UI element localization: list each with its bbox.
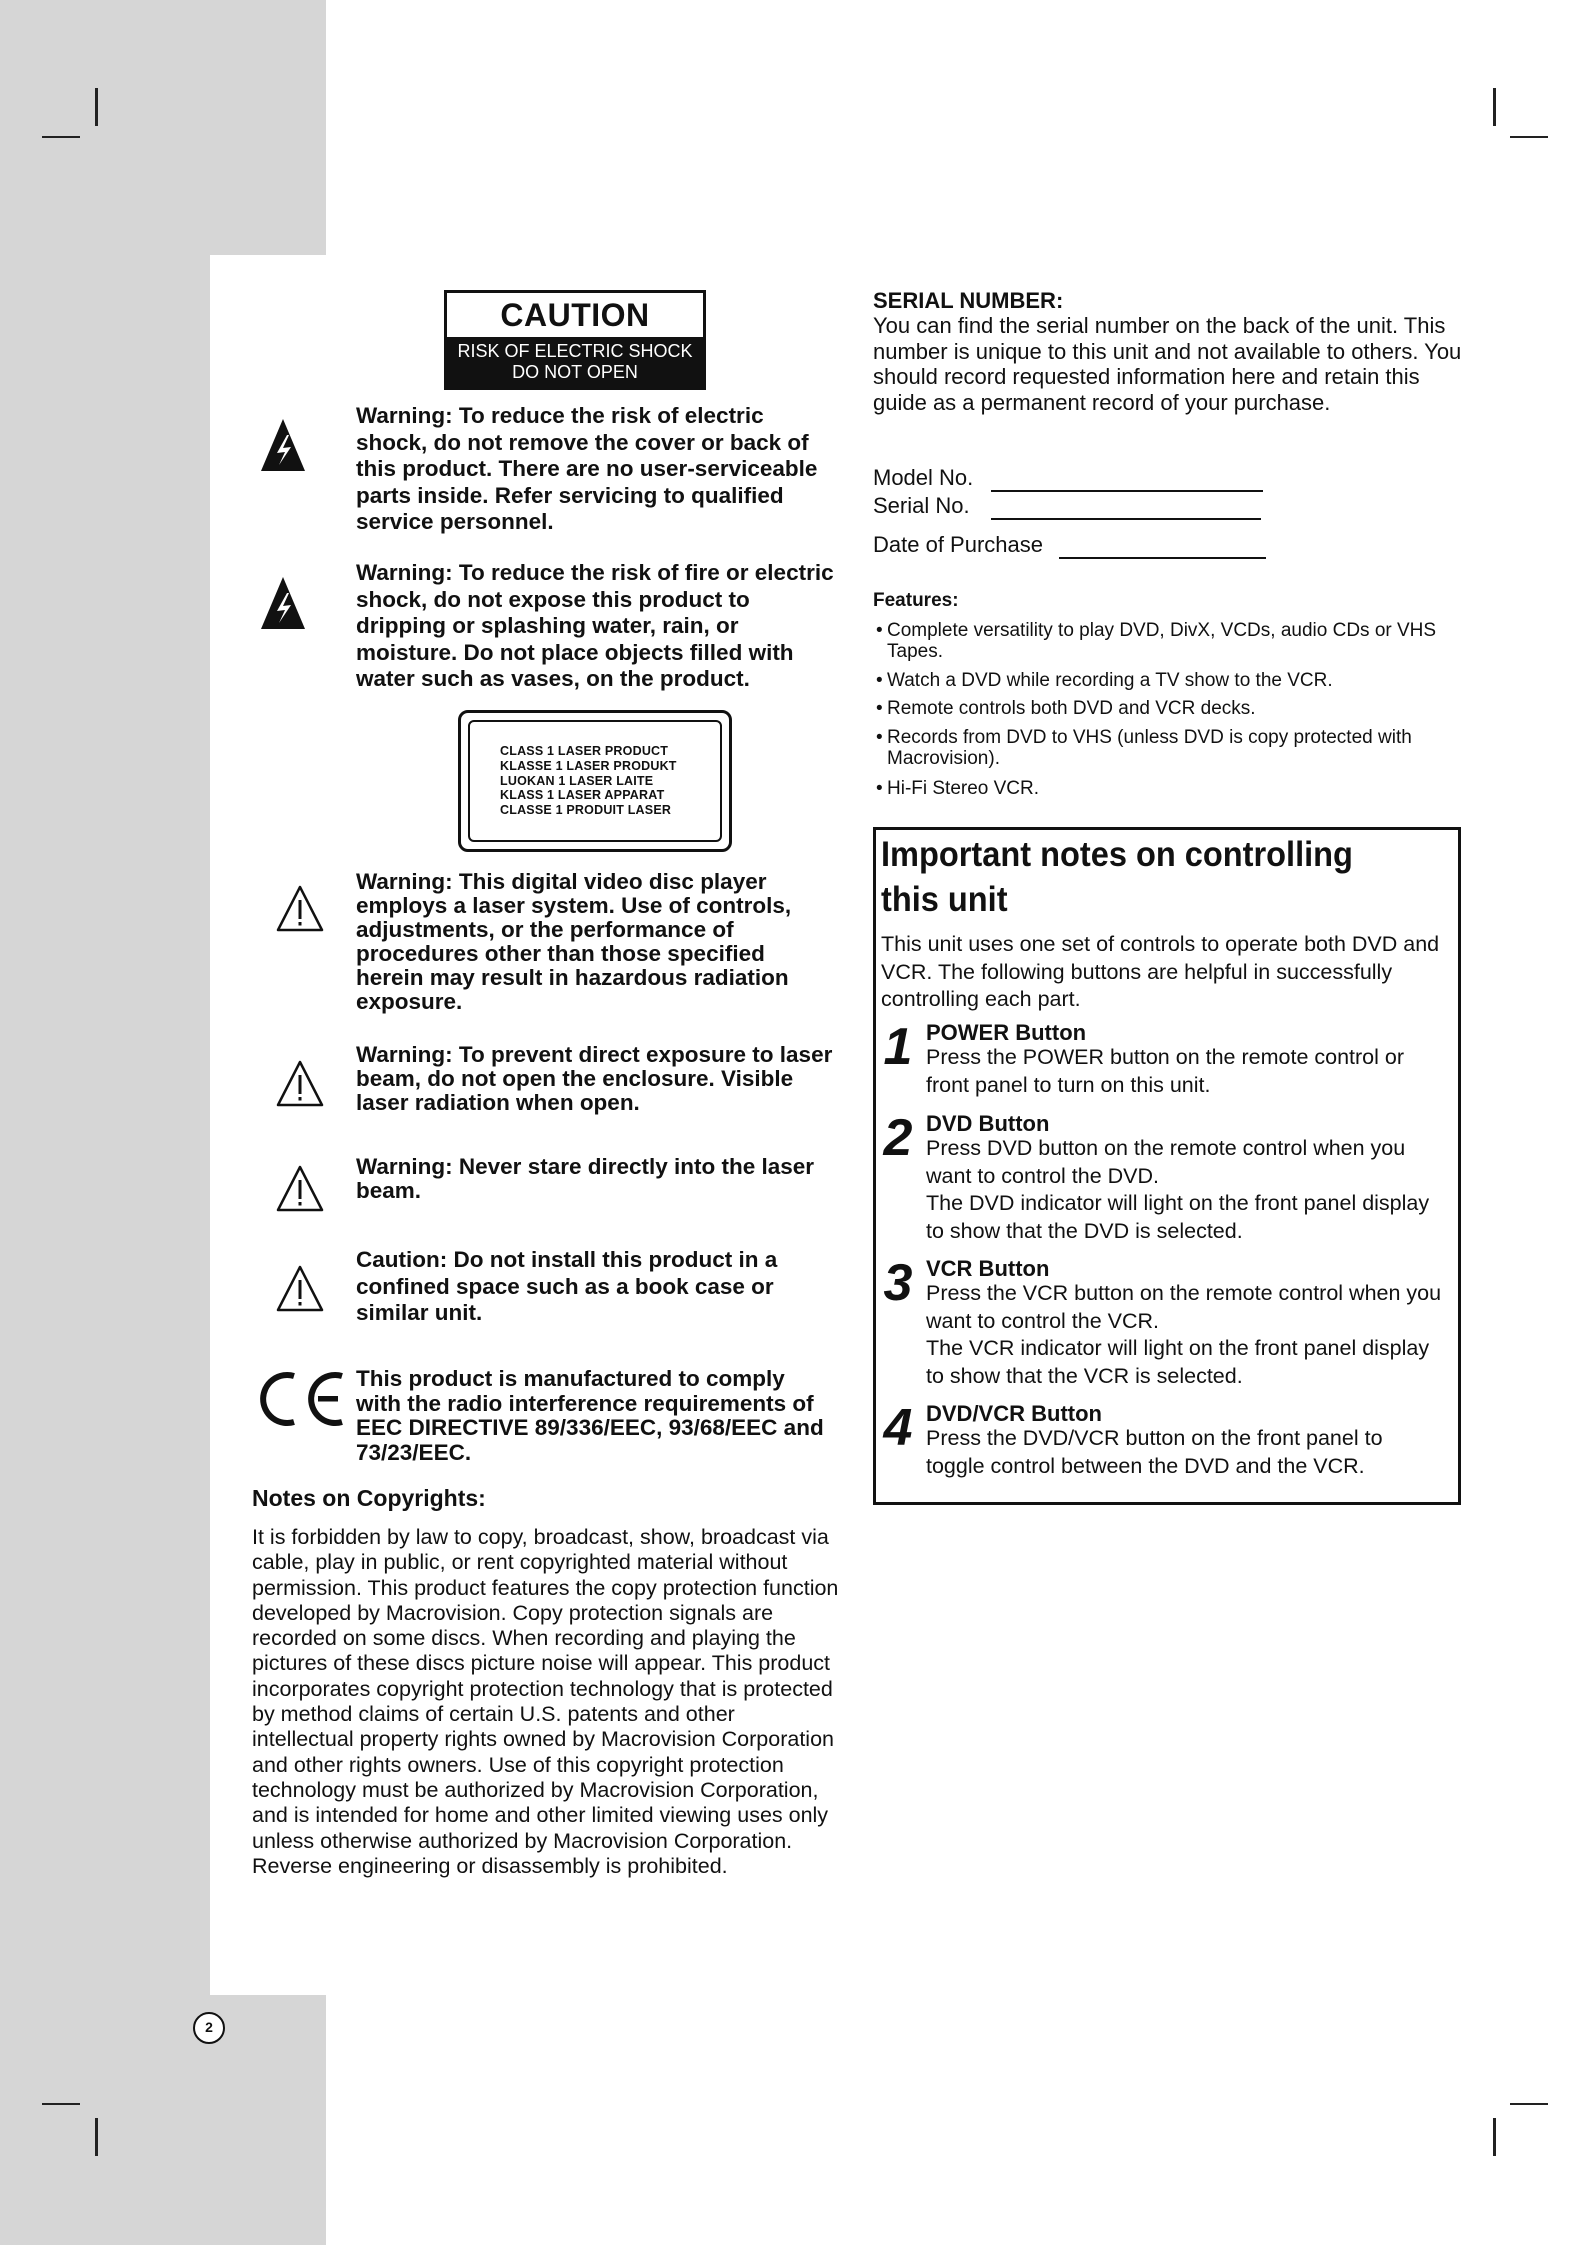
crop-mark xyxy=(42,2103,80,2105)
step-number: 2 xyxy=(883,1109,913,1159)
crop-mark xyxy=(1510,136,1548,138)
step-number: 1 xyxy=(883,1018,913,1068)
laser-class-label xyxy=(458,710,732,852)
page-number: 2 xyxy=(193,2012,225,2044)
caution-line-1: RISK OF ELECTRIC SHOCK xyxy=(457,341,693,361)
step-body: The DVD indicator will light on the front panel display to show that the DVD is selected. xyxy=(926,1191,1430,1243)
margin-background-bottom xyxy=(0,1995,326,2245)
feature-text: Remote controls both DVD and VCR decks. xyxy=(887,698,1256,719)
feature-text: Complete versatility to play DVD, DivX, VCDs, audio CDs or VHS Tapes. xyxy=(887,620,1437,662)
crop-mark xyxy=(1493,2118,1496,2156)
laser-class-label-inner xyxy=(468,720,722,842)
copyright-body: It is forbidden by law to copy, broadcast, show, broadcast via cable, play in public, or rent copyrighted material without permission. This product features the copy protection function developed by Macrovision. Copy protection signals are recorded on some discs. When recording and playing the pictures of these discs picture noise will appear. This product incorporates copyright protection technology that is protected by method claims of certain U.S. patents and other intellectual property rights owned by Macrovision Corporation and other rights owners. Use of this copyright protection technology must be authorized by Macrovision Corporation, and is intended for home and other limited viewing uses only unless otherwise authorized by Macrovision Corporation. Reverse engineering or disassembly is prohibited. xyxy=(252,1525,839,1878)
copyright-heading: Notes on Copyrights: xyxy=(252,1485,486,1511)
step-title: POWER Button xyxy=(926,1020,1087,1045)
serial-no-label: Serial No. xyxy=(873,493,970,518)
feature-bullet: • xyxy=(876,698,883,719)
warning-triangle-icon xyxy=(276,1060,324,1108)
step-body: Press the VCR button on the remote control when you want to control the VCR. xyxy=(926,1281,1442,1333)
important-notes-box xyxy=(873,827,1461,1505)
step-number-icon xyxy=(882,1018,914,1068)
laser-label-line: KLASS 1 LASER APPARAT xyxy=(500,788,665,803)
caution-label xyxy=(444,290,706,390)
warning-stare-laser: Warning: Never stare directly into the laser beam. xyxy=(356,1154,815,1203)
step-number-icon xyxy=(882,1109,914,1159)
serial-number-heading: SERIAL NUMBER: xyxy=(873,288,1064,313)
caution-title: CAUTION xyxy=(500,297,650,333)
caution-line-2: DO NOT OPEN xyxy=(512,362,638,382)
ce-mark-icon xyxy=(256,1368,346,1428)
features-heading: Features: xyxy=(873,590,959,611)
step-title: DVD Button xyxy=(926,1111,1050,1136)
crop-mark xyxy=(1493,88,1496,126)
feature-text: Watch a DVD while recording a TV show to the VCR. xyxy=(887,670,1333,691)
feature-item xyxy=(873,698,1463,719)
step-title: DVD/VCR Button xyxy=(926,1401,1102,1426)
step-body: Press DVD button on the remote control when you want to control the DVD. xyxy=(926,1136,1406,1188)
model-no-label: Model No. xyxy=(873,465,974,490)
ce-compliance: This product is manufactured to comply with the radio interference requirements of EEC DIRECTIVE 89/336/EEC, 93/68/EEC and 73/23/EEC. xyxy=(356,1366,824,1465)
laser-label-line: CLASSE 1 PRODUIT LASER xyxy=(500,803,672,818)
feature-text: Hi-Fi Stereo VCR. xyxy=(887,778,1040,799)
step-number: 4 xyxy=(883,1399,913,1449)
caution-install: Caution: Do not install this product in a confined space such as a book case or similar unit. xyxy=(356,1247,778,1325)
crop-mark xyxy=(42,136,80,138)
crop-mark xyxy=(95,2118,98,2156)
feature-item xyxy=(873,620,1463,662)
crop-mark xyxy=(1510,2103,1548,2105)
laser-label-line: CLASS 1 LASER PRODUCT xyxy=(500,744,669,758)
step-body: The VCR indicator will light on the front panel display to show that the VCR is selected. xyxy=(926,1336,1430,1388)
electric-shock-icon xyxy=(260,417,306,473)
feature-bullet: • xyxy=(876,727,883,748)
step-body: Press the DVD/VCR button on the front panel to toggle control between the DVD and the VCR. xyxy=(926,1426,1383,1478)
step-number-icon xyxy=(882,1399,914,1449)
feature-bullet: • xyxy=(876,620,883,641)
margin-background-top xyxy=(0,0,326,255)
serial-number-body: You can find the serial number on the back of the unit. This number is unique to this unit and not available to others. You should record requested information here and retain this guide as a permanent record of your purchase. xyxy=(873,313,1462,415)
feature-item xyxy=(873,727,1463,769)
warning-triangle-icon xyxy=(276,1265,324,1313)
warning-fire-moisture: Warning: To reduce the risk of fire or electric shock, do not expose this product to dripping or splashing water, rain, or moisture. Do not place objects filled with water such as vases, on the product. xyxy=(356,560,834,691)
date-of-purchase-line xyxy=(1059,557,1266,559)
important-notes-title: Important notes on controlling this unit xyxy=(881,835,1353,919)
feature-text: Records from DVD to VHS (unless DVD is copy protected with Macrovision). xyxy=(887,727,1412,769)
electric-shock-icon xyxy=(260,575,306,631)
date-of-purchase-label: Date of Purchase xyxy=(873,532,1043,557)
laser-label-line: KLASSE 1 LASER PRODUKT xyxy=(500,758,677,773)
crop-mark xyxy=(95,88,98,126)
warning-electric-shock: Warning: To reduce the risk of electric shock, do not remove the cover or back of this product. There are no user-serviceable parts inside. Refer servicing to qualified service personnel. xyxy=(356,403,818,534)
step-number: 3 xyxy=(883,1254,913,1304)
important-notes-intro: This unit uses one set of controls to operate both DVD and VCR. The following buttons are helpful in successfully controlling each part. xyxy=(881,932,1440,1011)
feature-bullet: • xyxy=(876,778,883,799)
step-body: Press the POWER button on the remote control or front panel to turn on this unit. xyxy=(926,1045,1404,1097)
caution-subtitle xyxy=(447,337,703,387)
warning-triangle-icon xyxy=(276,885,324,933)
feature-item xyxy=(873,778,1463,799)
warning-triangle-icon xyxy=(276,1165,324,1213)
warning-laser-exposure: Warning: To prevent direct exposure to laser beam, do not open the enclosure. Visible laser radiation when open. xyxy=(356,1042,833,1115)
warning-laser-system: Warning: This digital video disc player employs a laser system. Use of controls, adjustments, or the performance of procedures other than those specified herein may result in hazardous radiation exposure. xyxy=(356,869,792,1014)
step-number-icon xyxy=(882,1254,914,1304)
model-no-line xyxy=(991,490,1263,492)
feature-bullet: • xyxy=(876,670,883,691)
step-title: VCR Button xyxy=(926,1256,1050,1281)
laser-label-line: LUOKAN 1 LASER LAITE xyxy=(500,773,654,788)
feature-item xyxy=(873,670,1463,691)
margin-background-left xyxy=(0,255,210,1995)
serial-no-line xyxy=(991,518,1261,520)
